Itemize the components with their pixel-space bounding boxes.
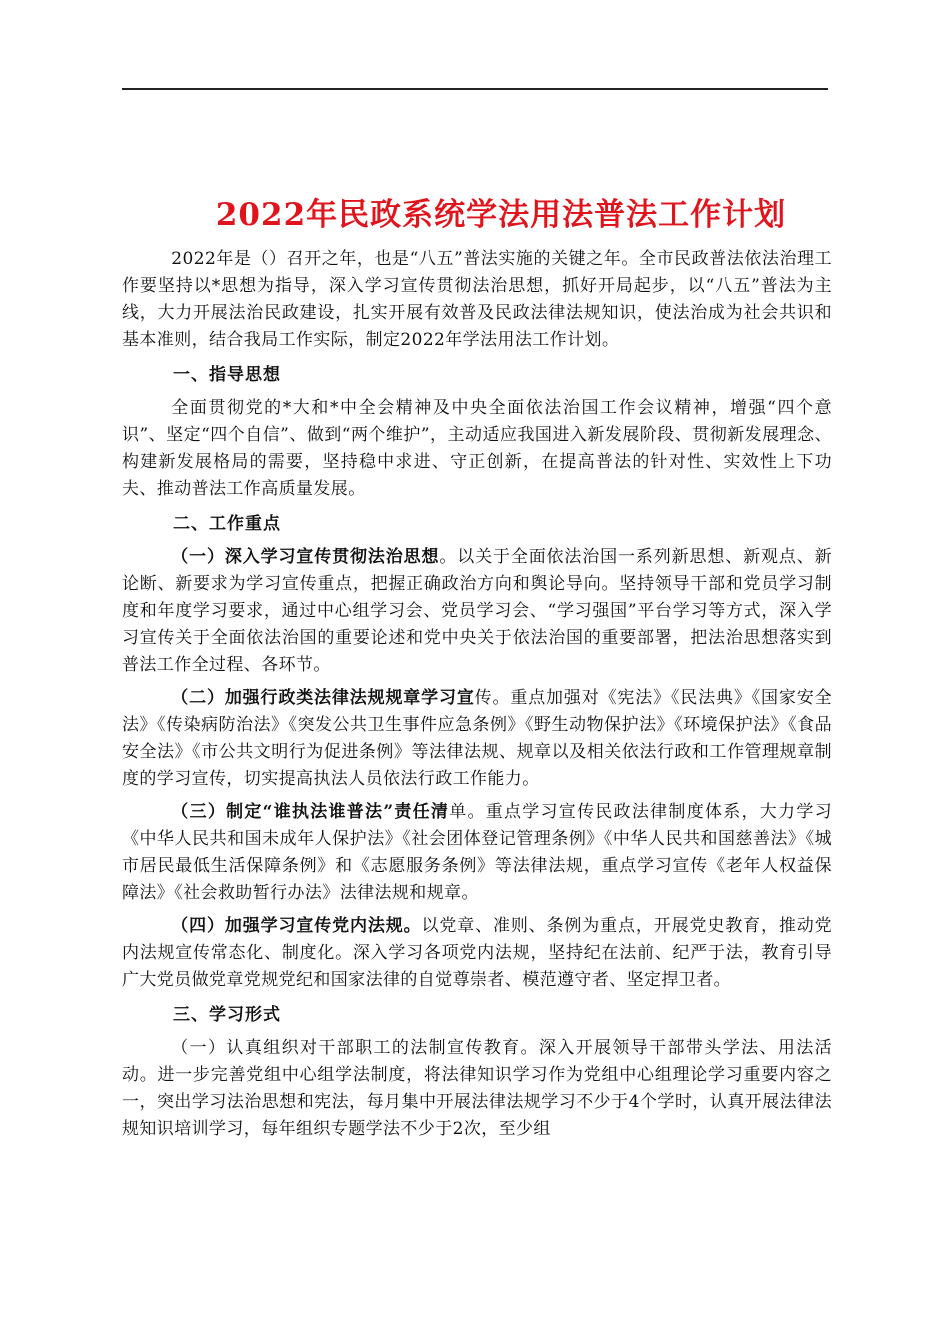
section-heading-learning-forms: 三、学习形式 xyxy=(173,1005,281,1025)
work-focus-item-2-body: 传。重点加强对《宪法》《民法典》《国家安全法》《传染病防治法》《突发公共卫生事件应急条例》《野生动物保护法》《环境保护法》《食品安全法》《市公共文明行为促进条例》等法律法规、规章以及相关依法行政和工作管理规章制度的学习宣传，切实提高执法人员依法行政工作能力。 xyxy=(122,688,832,789)
work-focus-item-2 xyxy=(122,685,832,793)
header-rule xyxy=(122,88,828,90)
work-focus-item-4-lead: （四）加强学习宣传党内法规。 xyxy=(171,916,422,936)
section-heading-work-focus: 二、工作重点 xyxy=(173,514,281,534)
work-focus-item-1-body: 。以关于全面依法治国一系列新思想、新观点、新论断、新要求为学习宣传重点，把握正确政治方向和舆论导向。坚持领导干部和党员学习制度和年度学习要求，通过中心组学习会、党员学习会、“学习强国”平台学习等方式，深入学习宣传关于全面依法治国的重要论述和党中央关于依法治国的重要部署，把法治思想落实到普法工作全过程、各环节。 xyxy=(122,547,832,675)
work-focus-item-4-body: 以党章、准则、条例为重点，开展党史教育，推动党内法规宣传常态化、制度化。深入学习各项党内法规，坚持纪在法前、纪严于法，教育引导广大党员做党章党规党纪和国家法律的自觉尊崇者、模范遵守者、坚定捍卫者。 xyxy=(122,916,832,990)
work-focus-item-3 xyxy=(122,799,832,907)
intro-paragraph: 2022年是（）召开之年，也是“八五”普法实施的关键之年。全市民政普法依法治理工作要坚持以*思想为指导，深入学习宣传贯彻法治思想，抓好开局起步，以“八五”普法为主线，大力开展法治民政建设，扎实开展有效普及民政法律法规知识，使法治成为社会共识和基本准则，结合我局工作实际，制定2022年学法用法工作计划。 xyxy=(122,249,832,350)
document-body xyxy=(122,192,832,1143)
work-focus-item-3-lead: （三）制定“谁执法谁普法”责任清 xyxy=(171,802,450,822)
guiding-ideology-paragraph: 全面贯彻党的*大和*中全会精神及中央全面依法治国工作会议精神，增强“四个意识”、坚定“四个自信”、做到“两个维护”，主动适应我国进入新发展阶段、贯彻新发展理念、构建新发展格局的需要，坚持稳中求进、守正创新，在提高普法的针对性、实效性上下功夫、推动普法工作高质量发展。 xyxy=(122,398,832,499)
learning-forms-paragraph: （一）认真组织对干部职工的法制宣传教育。深入开展领导干部带头学法、用法活动。进一步完善党组中心组学法制度，将法律知识学习作为党组中心组理论学习重要内容之一，突出学习法治思想和宪法，每月集中开展法律法规学习不少于4个学时，认真开展法律法规知识培训学习，每年组织专题学法不少于2次，至少组 xyxy=(122,1038,832,1139)
work-focus-item-3-body: 单。重点学习宣传民政法律制度体系，大力学习《中华人民共和国未成年人保护法》《社会团体登记管理条例》《中华人民共和国慈善法》《城市居民最低生活保障条例》和《志愿服务条例》等法律法规，重点学习宣传《老年人权益保障法》《社会救助暂行办法》法律法规和规章。 xyxy=(122,802,832,903)
work-focus-item-1 xyxy=(122,544,832,679)
work-focus-item-1-lead: （一）深入学习宣传贯彻法治思想 xyxy=(171,547,440,567)
document-title: 2022年民政系统学法用法普法工作计划 xyxy=(215,197,787,233)
work-focus-item-4 xyxy=(122,913,832,994)
work-focus-item-2-lead: （二）加强行政类法律法规规章学习宣 xyxy=(171,688,475,708)
section-heading-guiding-ideology: 一、指导思想 xyxy=(173,365,281,385)
